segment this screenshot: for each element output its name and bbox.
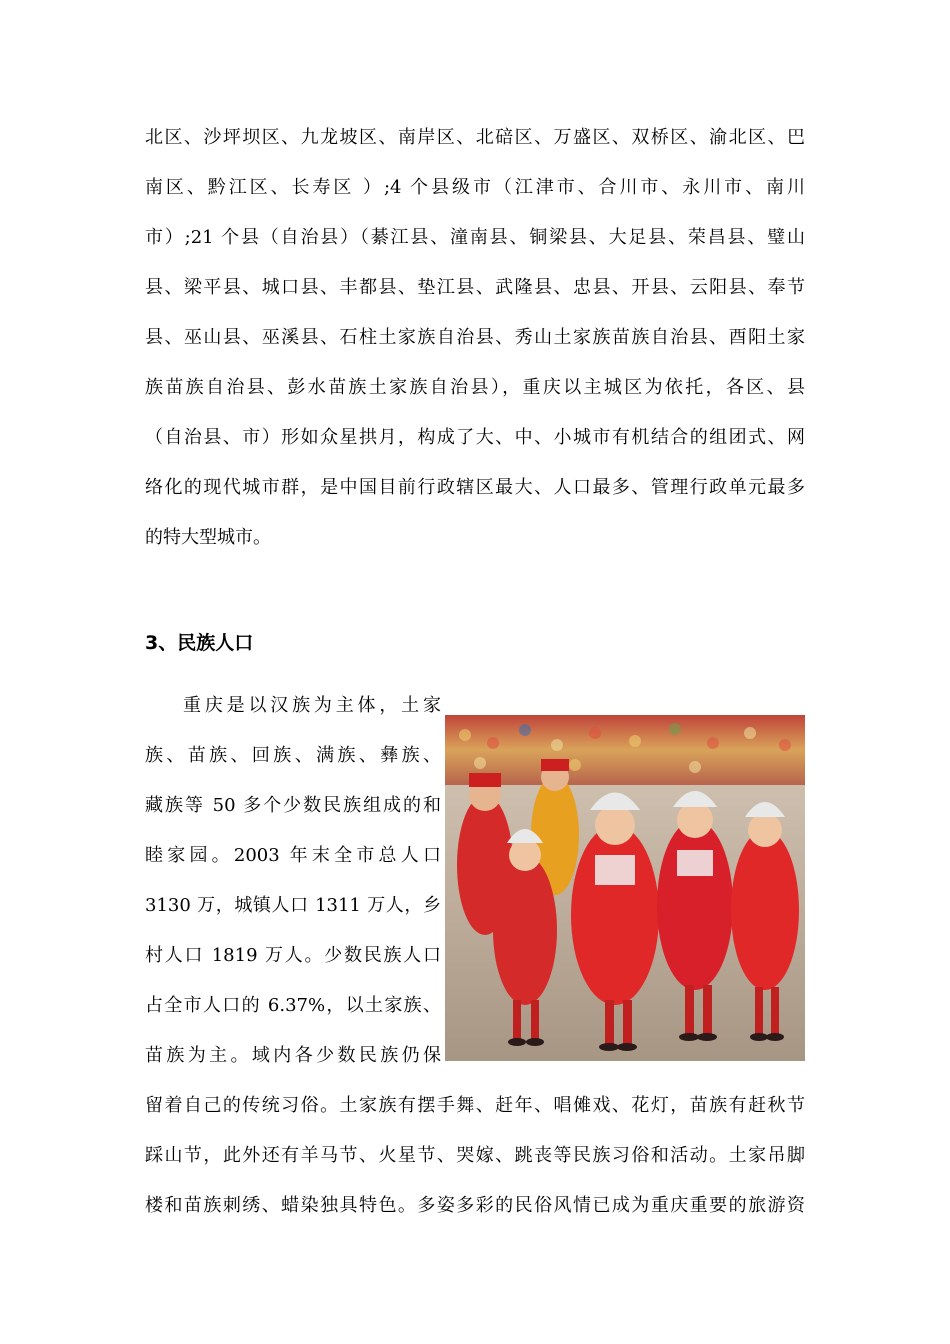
paragraph-line: 占全市人口的 6.37%，以土家族、 <box>145 995 441 1016</box>
paragraph-line: 睦家园。2003 年末全市总人口 <box>145 845 441 866</box>
paragraph-line: 的特大型城市。 <box>145 527 271 548</box>
paragraph-line: 踩山节，此外还有羊马节、火星节、哭嫁、跳丧等民族习俗和活动。土家吊脚 <box>145 1145 805 1166</box>
paragraph-line: （自治县、市）形如众星拱月，构成了大、中、小城市有机结合的组团式、网 <box>145 427 805 448</box>
paragraph-line: 村人口 1819 万人。少数民族人口 <box>145 945 441 966</box>
paragraph-line: 3130 万，城镇人口 1311 万人，乡 <box>145 895 441 916</box>
ethnic-dancers-photo <box>445 715 805 1061</box>
paragraph-line: 苗族为主。域内各少数民族仍保 <box>145 1045 441 1066</box>
paragraph-line: 市）;21 个县（自治县）（綦江县、潼南县、铜梁县、大足县、荣昌县、璧山 <box>145 227 805 248</box>
paragraph-line: 北区、沙坪坝区、九龙坡区、南岸区、北碚区、万盛区、双桥区、渝北区、巴 <box>145 127 805 148</box>
paragraph-line: 留着自己的传统习俗。土家族有摆手舞、赶年、唱傩戏、花灯，苗族有赶秋节 <box>145 1095 805 1116</box>
paragraph-line: 重庆是以汉族为主体，土家 <box>183 695 441 716</box>
section-heading: 3、民族人口 <box>145 632 254 654</box>
paragraph-line: 南区、黔江区、长寿区 ）;4 个县级市（江津市、合川市、永川市、南川 <box>145 177 805 198</box>
paragraph-line: 族苗族自治县、彭水苗族土家族自治县），重庆以主城区为依托，各区、县 <box>145 377 805 398</box>
paragraph-line: 楼和苗族刺绣、蜡染独具特色。多姿多彩的民俗风情已成为重庆重要的旅游资 <box>145 1195 805 1216</box>
paragraph-line: 族、苗族、回族、满族、彝族、 <box>145 745 441 766</box>
paragraph-line: 县、巫山县、巫溪县、石柱土家族自治县、秀山土家族苗族自治县、酉阳土家 <box>145 327 805 348</box>
paragraph-line: 藏族等 50 多个少数民族组成的和 <box>145 795 441 816</box>
paragraph-line: 络化的现代城市群，是中国目前行政辖区最大、人口最多、管理行政单元最多 <box>145 477 805 498</box>
paragraph-line: 县、梁平县、城口县、丰都县、垫江县、武隆县、忠县、开县、云阳县、奉节 <box>145 277 805 298</box>
